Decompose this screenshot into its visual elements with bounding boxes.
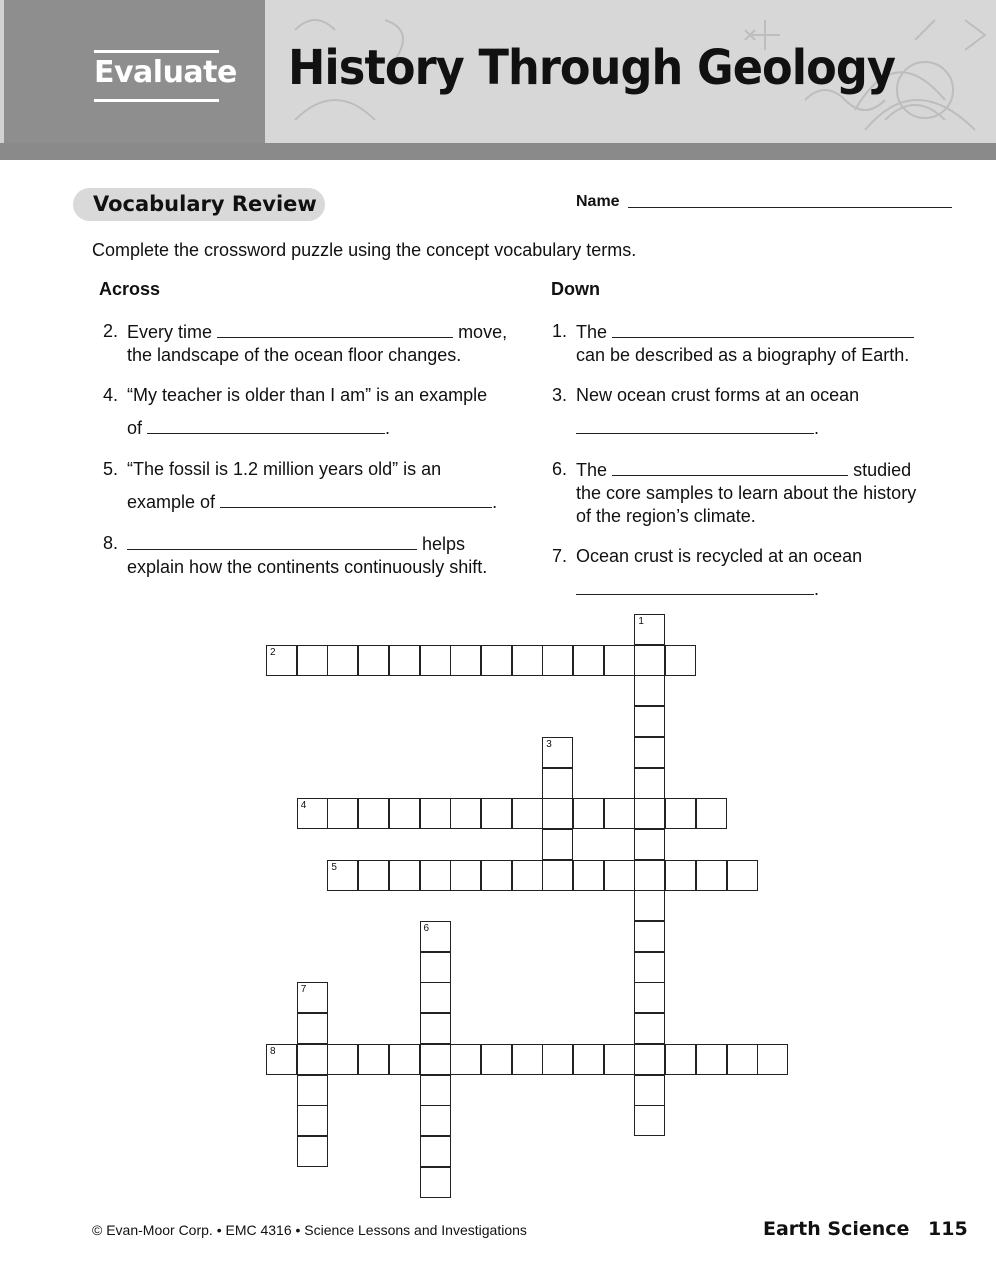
crossword-cell[interactable] <box>481 798 512 829</box>
crossword-cell[interactable] <box>696 798 727 829</box>
crossword-cell[interactable] <box>573 860 604 891</box>
crossword-cell[interactable] <box>634 1044 665 1075</box>
crossword-cell[interactable] <box>420 1167 451 1198</box>
answer-blank[interactable] <box>576 416 814 434</box>
crossword-cell[interactable] <box>420 1044 451 1075</box>
crossword-cell[interactable] <box>512 1044 543 1075</box>
crossword-clue-number: 6 <box>423 923 430 934</box>
crossword-cell[interactable] <box>420 860 451 891</box>
crossword-cell[interactable] <box>481 860 512 891</box>
crossword-cell[interactable] <box>481 645 512 676</box>
crossword-cell[interactable] <box>634 890 665 921</box>
crossword-cell[interactable] <box>542 1044 573 1075</box>
name-label: Name <box>576 193 620 210</box>
crossword-cell[interactable] <box>450 1044 481 1075</box>
crossword-cell[interactable] <box>542 768 573 799</box>
across-clue-2: 2. Every time move, the landscape of the ocean floor changes. <box>103 321 508 365</box>
crossword-cell[interactable] <box>542 798 573 829</box>
crossword-cell[interactable] <box>420 1136 451 1167</box>
header-divider <box>0 143 996 160</box>
crossword-cell[interactable] <box>634 982 665 1013</box>
crossword-cell[interactable] <box>420 1105 451 1136</box>
crossword-cell[interactable] <box>420 1013 451 1044</box>
crossword-cell[interactable] <box>542 829 573 860</box>
crossword-clue-number: 5 <box>331 861 337 873</box>
crossword-cell[interactable] <box>573 645 604 676</box>
name-field-line[interactable] <box>628 207 952 208</box>
crossword-cell[interactable] <box>634 952 665 983</box>
crossword-cell[interactable] <box>634 921 665 952</box>
crossword-cell[interactable] <box>297 645 328 676</box>
crossword-cell[interactable] <box>297 798 328 829</box>
crossword-cell[interactable] <box>696 860 727 891</box>
crossword-cell[interactable] <box>327 1044 358 1075</box>
crossword-cell[interactable] <box>634 737 665 768</box>
crossword-cell[interactable] <box>634 645 665 676</box>
crossword-cell[interactable] <box>757 1044 788 1075</box>
crossword-grid <box>266 614 796 1204</box>
crossword-cell[interactable] <box>450 645 481 676</box>
across-heading: Across <box>99 279 161 299</box>
down-clue-6: 6. The studied the core samples to learn about the history of the region’s climate. <box>552 459 917 526</box>
clue-number: 2. <box>103 321 119 341</box>
crossword-clue-number: 1 <box>638 616 644 627</box>
crossword-cell[interactable] <box>389 645 420 676</box>
page-title: History Through Geology <box>288 40 896 96</box>
answer-blank[interactable] <box>217 320 453 338</box>
crossword-cell[interactable] <box>327 798 358 829</box>
footer-copyright: © Evan-Moor Corp. • EMC 4316 • Science Lessons and Investigations <box>92 1222 527 1238</box>
clue-number: 3. <box>552 385 568 405</box>
crossword-cell[interactable] <box>420 1075 451 1106</box>
across-clue-5: 5. “The fossil is 1.2 million years old” is an example of . <box>103 459 498 512</box>
crossword-cell[interactable] <box>420 645 451 676</box>
crossword-cell[interactable] <box>297 1013 328 1044</box>
crossword-cell[interactable] <box>665 860 696 891</box>
crossword-cell[interactable] <box>634 1105 665 1136</box>
crossword-cell[interactable] <box>358 798 389 829</box>
crossword-cell[interactable] <box>634 614 665 645</box>
crossword-cell[interactable] <box>297 982 328 1013</box>
crossword-cell[interactable] <box>542 645 573 676</box>
answer-blank[interactable] <box>127 532 417 550</box>
crossword-cell[interactable] <box>358 645 389 676</box>
crossword-clue-number: 3 <box>546 738 552 750</box>
down-clue-3: 3. New ocean crust forms at an ocean . <box>552 385 860 438</box>
crossword-cell[interactable] <box>604 1044 635 1075</box>
page-header <box>0 0 996 160</box>
crossword-cell[interactable] <box>266 1044 297 1075</box>
crossword-cell[interactable] <box>512 860 543 891</box>
crossword-cell[interactable] <box>297 1075 328 1106</box>
crossword-cell[interactable] <box>512 798 543 829</box>
crossword-cell[interactable] <box>420 921 451 952</box>
crossword-cell[interactable] <box>634 860 665 891</box>
down-heading: Down <box>551 279 600 299</box>
answer-blank[interactable] <box>220 490 492 508</box>
crossword-cell[interactable] <box>450 798 481 829</box>
answer-blank[interactable] <box>147 416 385 434</box>
crossword-cell[interactable] <box>327 645 358 676</box>
crossword-cell[interactable] <box>634 768 665 799</box>
crossword-cell[interactable] <box>665 645 696 676</box>
clue-number: 5. <box>103 459 119 479</box>
crossword-cell[interactable] <box>727 1044 758 1075</box>
crossword-cell[interactable] <box>327 860 358 891</box>
crossword-cell[interactable] <box>389 798 420 829</box>
crossword-cell[interactable] <box>634 829 665 860</box>
crossword-cell[interactable] <box>727 860 758 891</box>
crossword-cell[interactable] <box>604 645 635 676</box>
crossword-cell[interactable] <box>634 1075 665 1106</box>
crossword-clue-number: 4 <box>300 800 307 812</box>
clue-number: 8. <box>103 533 119 553</box>
crossword-cell[interactable] <box>696 1044 727 1075</box>
crossword-cell[interactable] <box>604 860 635 891</box>
crossword-cell[interactable] <box>358 860 389 891</box>
crossword-cell[interactable] <box>389 1044 420 1075</box>
crossword-cell[interactable] <box>542 860 573 891</box>
answer-blank[interactable] <box>576 577 814 595</box>
answer-blank[interactable] <box>612 320 914 338</box>
down-clue-1: 1. The can be described as a biography of Earth. <box>576 320 956 367</box>
clue-number: 4. <box>103 385 119 405</box>
crossword-cell[interactable] <box>573 1044 604 1075</box>
clue-number: 1. <box>552 321 568 341</box>
crossword-cell[interactable] <box>358 1044 389 1075</box>
crossword-clue-number: 2 <box>270 646 276 658</box>
crossword-cell[interactable] <box>542 737 573 768</box>
answer-blank[interactable] <box>612 458 848 476</box>
clue-number: 6. <box>552 459 568 479</box>
crossword-cell[interactable] <box>665 798 696 829</box>
crossword-cell[interactable] <box>604 798 635 829</box>
crossword-cell[interactable] <box>297 1044 328 1075</box>
across-clue-8: 8. helps explain how the continents continuously shift. <box>103 533 488 577</box>
crossword-cell[interactable] <box>450 860 481 891</box>
crossword-cell[interactable] <box>389 860 420 891</box>
footer-subject: Earth Science <box>763 1218 910 1240</box>
clue-number: 7. <box>552 546 568 566</box>
across-clue-4: 4. “My teacher is older than I am” is an example of . <box>103 385 488 438</box>
crossword-cell[interactable] <box>420 982 451 1013</box>
down-clue-7: 7. Ocean crust is recycled at an ocean . <box>552 546 863 599</box>
page-number: 115 <box>928 1218 968 1240</box>
crossword-cell[interactable] <box>665 1044 696 1075</box>
crossword-cell[interactable] <box>634 798 665 829</box>
crossword-cell[interactable] <box>634 675 665 706</box>
crossword-cell[interactable] <box>420 952 451 983</box>
crossword-clue-number: 7 <box>300 984 307 996</box>
crossword-cell[interactable] <box>481 1044 512 1075</box>
crossword-cell[interactable] <box>573 798 604 829</box>
crossword-cell[interactable] <box>512 645 543 676</box>
instructions: Complete the crossword puzzle using the concept vocabulary terms. <box>92 240 637 260</box>
crossword-cell[interactable] <box>266 645 297 676</box>
vocabulary-review-badge: Vocabulary Review <box>73 188 325 221</box>
crossword-cell[interactable] <box>420 798 451 829</box>
crossword-cell[interactable] <box>634 1013 665 1044</box>
crossword-cell[interactable] <box>297 1136 328 1167</box>
section-label: Evaluate <box>94 50 219 102</box>
crossword-cell[interactable] <box>634 706 665 737</box>
crossword-cell[interactable] <box>297 1105 328 1136</box>
crossword-clue-number: 8 <box>270 1045 276 1057</box>
